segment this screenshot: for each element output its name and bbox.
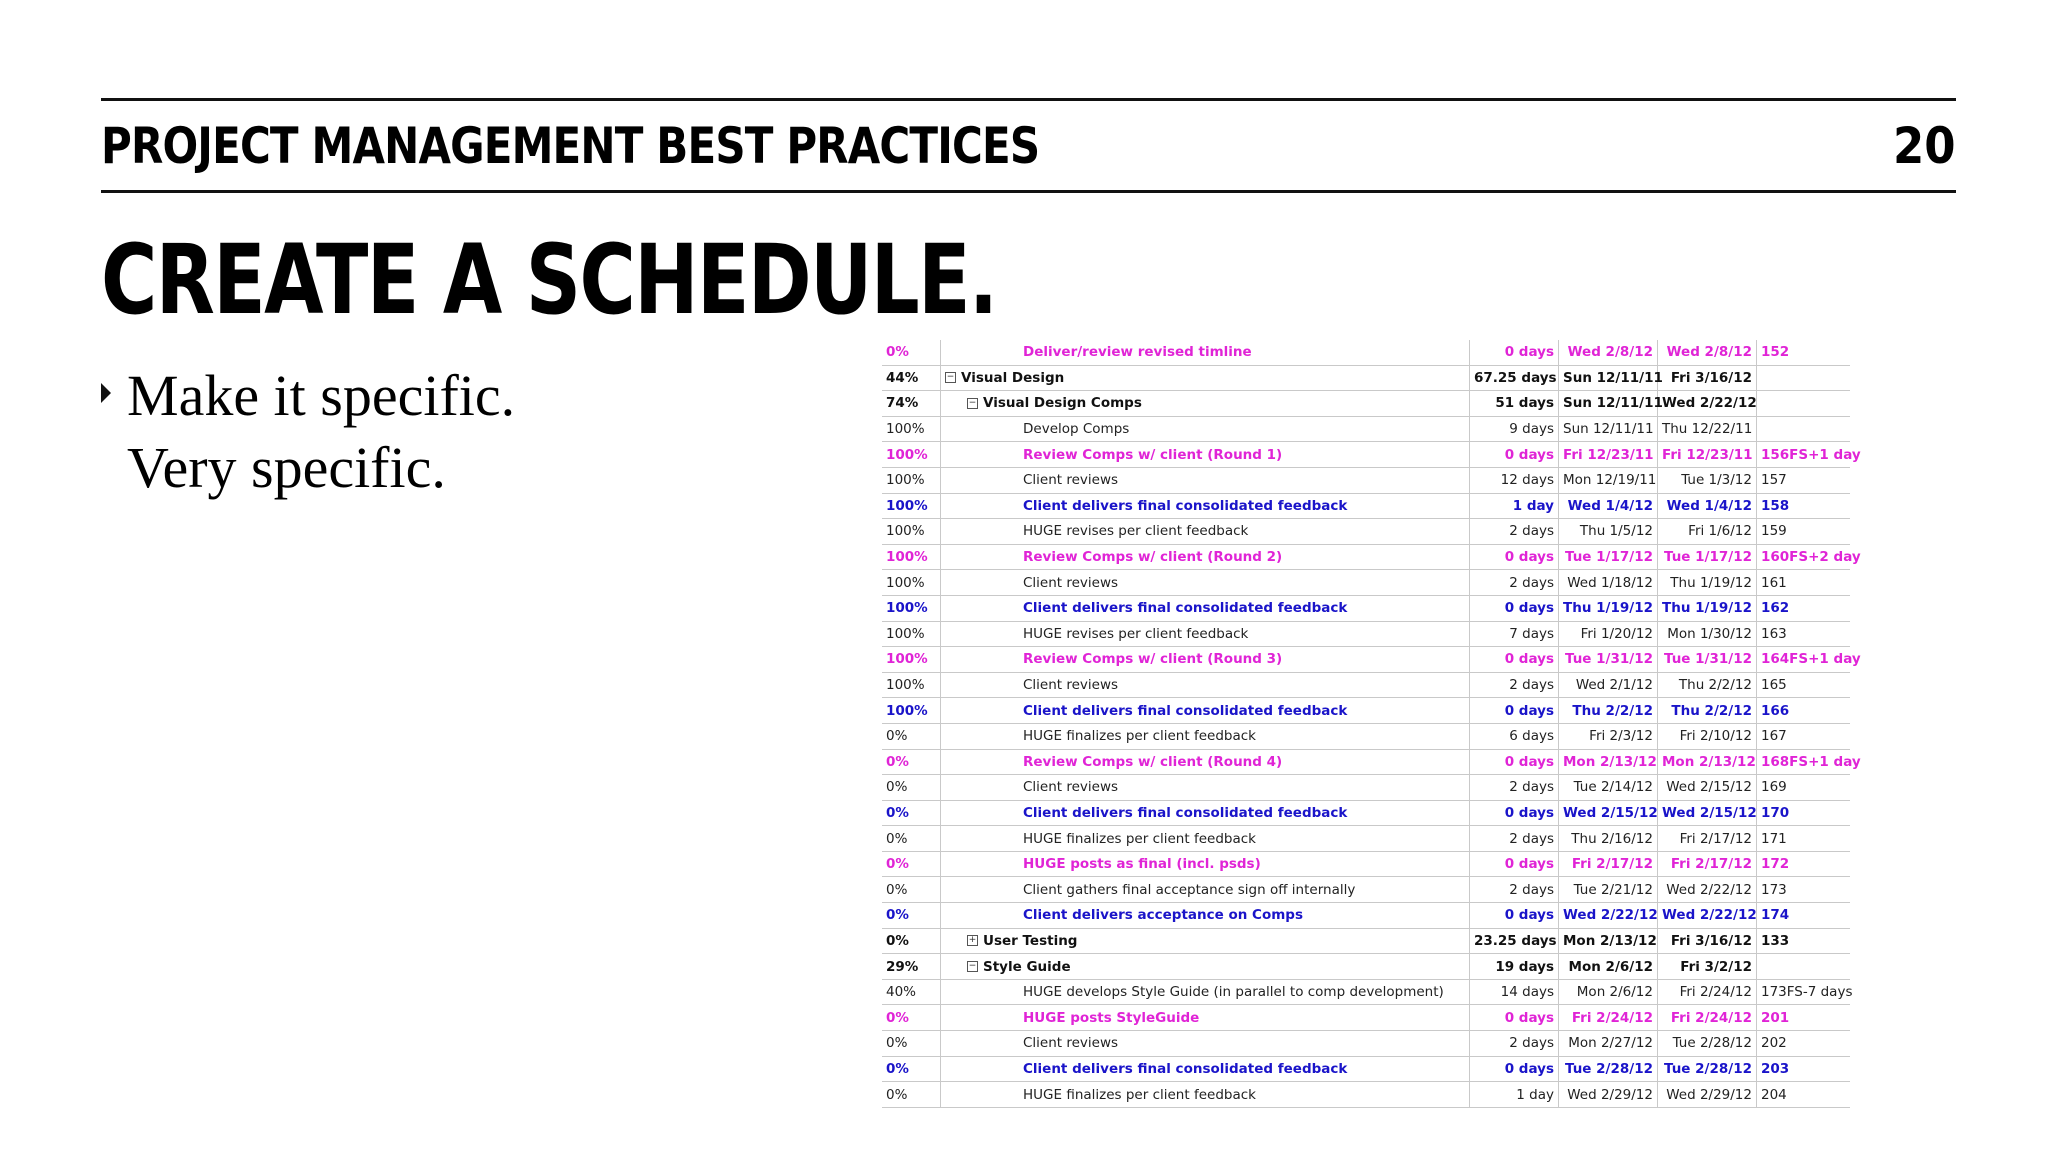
finish-date-cell: Wed 2/22/12 xyxy=(1658,903,1757,929)
percent-complete-cell: 0% xyxy=(882,877,941,903)
finish-date-cell: Fri 2/17/12 xyxy=(1658,851,1757,877)
task-name-cell xyxy=(941,1005,1470,1031)
percent-complete-cell: 0% xyxy=(882,800,941,826)
percent-complete-cell: 74% xyxy=(882,391,941,417)
finish-date-cell: Wed 2/8/12 xyxy=(1658,340,1757,365)
predecessors-cell: 165 xyxy=(1757,672,1851,698)
percent-complete-cell: 100% xyxy=(882,544,941,570)
schedule-table-image xyxy=(882,340,1861,1103)
table-row xyxy=(882,340,1850,365)
percent-complete-cell: 0% xyxy=(882,1005,941,1031)
start-date-cell: Fri 12/23/11 xyxy=(1559,442,1658,468)
finish-date-cell: Thu 1/19/12 xyxy=(1658,595,1757,621)
start-date-cell: Wed 2/29/12 xyxy=(1559,1082,1658,1108)
duration-cell: 0 days xyxy=(1470,595,1559,621)
task-name xyxy=(945,391,1142,415)
start-date-cell: Sun 12/11/11 xyxy=(1559,365,1658,391)
table-row xyxy=(882,467,1850,493)
predecessors-cell: 152 xyxy=(1757,340,1851,365)
percent-complete-cell: 100% xyxy=(882,416,941,442)
task-name xyxy=(945,545,1282,569)
finish-date-cell: Mon 2/13/12 xyxy=(1658,749,1757,775)
task-name-cell xyxy=(941,903,1470,929)
finish-date-cell: Mon 1/30/12 xyxy=(1658,621,1757,647)
duration-cell: 6 days xyxy=(1470,723,1559,749)
task-name-text: Deliver/review revised timline xyxy=(1023,344,1252,361)
task-name-text: Review Comps w/ client (Round 1) xyxy=(1023,446,1283,463)
start-date-cell: Wed 2/1/12 xyxy=(1559,672,1658,698)
start-date-cell: Tue 2/28/12 xyxy=(1559,1056,1658,1082)
start-date-cell: Mon 2/6/12 xyxy=(1559,979,1658,1005)
task-name-cell xyxy=(941,800,1470,826)
duration-cell: 0 days xyxy=(1470,1056,1559,1082)
task-name xyxy=(945,852,1261,876)
duration-cell: 23.25 days xyxy=(1470,928,1559,954)
task-name-cell xyxy=(941,570,1470,596)
start-date-cell: Tue 2/14/12 xyxy=(1559,775,1658,801)
task-name-cell xyxy=(941,954,1470,980)
duration-cell: 67.25 days xyxy=(1470,365,1559,391)
predecessors-cell: 163 xyxy=(1757,621,1851,647)
duration-cell: 51 days xyxy=(1470,391,1559,417)
task-name xyxy=(945,417,1129,441)
duration-cell: 2 days xyxy=(1470,826,1559,852)
task-name-cell xyxy=(941,723,1470,749)
task-name-text: Style Guide xyxy=(983,958,1071,975)
task-name-cell xyxy=(941,442,1470,468)
task-name xyxy=(945,955,1071,979)
task-name-cell xyxy=(941,365,1470,391)
table-row xyxy=(882,672,1850,698)
percent-complete-cell: 44% xyxy=(882,365,941,391)
task-name-cell xyxy=(941,340,1470,365)
start-date-cell: Fri 2/3/12 xyxy=(1559,723,1658,749)
start-date-cell: Thu 2/16/12 xyxy=(1559,826,1658,852)
task-name-text: Client reviews xyxy=(1023,779,1119,796)
predecessors-cell: 174 xyxy=(1757,903,1851,929)
task-name-text: Client delivers final consolidated feedback xyxy=(1023,1060,1348,1077)
percent-complete-cell: 0% xyxy=(882,1031,941,1057)
finish-date-cell: Thu 12/22/11 xyxy=(1658,416,1757,442)
finish-date-cell: Fri 3/2/12 xyxy=(1658,954,1757,980)
predecessors-cell: 203 xyxy=(1757,1056,1851,1082)
bullet-point xyxy=(101,360,801,504)
task-name-text: Client delivers final consolidated feedback xyxy=(1023,804,1348,821)
task-name xyxy=(945,494,1347,518)
predecessors-cell: 166 xyxy=(1757,698,1851,724)
header-title: PROJECT MANAGEMENT BEST PRACTICES xyxy=(101,117,1040,175)
bullet-line-1: Make it specific. xyxy=(127,363,516,428)
collapse-icon xyxy=(945,372,956,383)
task-name-cell xyxy=(941,493,1470,519)
table-row xyxy=(882,723,1850,749)
duration-cell: 9 days xyxy=(1470,416,1559,442)
duration-cell: 0 days xyxy=(1470,647,1559,673)
table-row xyxy=(882,851,1850,877)
predecessors-cell: 133 xyxy=(1757,928,1851,954)
start-date-cell: Wed 1/4/12 xyxy=(1559,493,1658,519)
percent-complete-cell: 40% xyxy=(882,979,941,1005)
task-name xyxy=(945,622,1248,646)
bullet-triangle-icon xyxy=(101,383,111,403)
table-row xyxy=(882,775,1850,801)
task-name-cell xyxy=(941,877,1470,903)
schedule-body xyxy=(882,340,1861,1107)
percent-complete-cell: 0% xyxy=(882,851,941,877)
start-date-cell: Mon 12/19/11 xyxy=(1559,467,1658,493)
table-row xyxy=(882,698,1850,724)
start-date-cell: Thu 1/5/12 xyxy=(1559,519,1658,545)
start-date-cell: Tue 2/21/12 xyxy=(1559,877,1658,903)
predecessors-cell: 172 xyxy=(1757,851,1851,877)
duration-cell: 1 day xyxy=(1470,493,1559,519)
table-row xyxy=(882,519,1850,545)
finish-date-cell: Tue 2/28/12 xyxy=(1658,1056,1757,1082)
percent-complete-cell: 100% xyxy=(882,647,941,673)
duration-cell: 0 days xyxy=(1470,1005,1559,1031)
percent-complete-cell: 0% xyxy=(882,1082,941,1108)
table-row xyxy=(882,1031,1850,1057)
finish-date-cell: Wed 2/22/12 xyxy=(1658,877,1757,903)
duration-cell: 0 days xyxy=(1470,544,1559,570)
duration-cell: 7 days xyxy=(1470,621,1559,647)
start-date-cell: Mon 2/27/12 xyxy=(1559,1031,1658,1057)
finish-date-cell: Tue 1/31/12 xyxy=(1658,647,1757,673)
task-name xyxy=(945,980,1444,1004)
percent-complete-cell: 0% xyxy=(882,826,941,852)
finish-date-cell: Wed 2/15/12 xyxy=(1658,775,1757,801)
duration-cell: 12 days xyxy=(1470,467,1559,493)
percent-complete-cell: 100% xyxy=(882,621,941,647)
predecessors-cell: 159 xyxy=(1757,519,1851,545)
predecessors-cell: 169 xyxy=(1757,775,1851,801)
task-name xyxy=(945,468,1118,492)
percent-complete-cell: 29% xyxy=(882,954,941,980)
task-name-cell xyxy=(941,698,1470,724)
percent-complete-cell: 100% xyxy=(882,467,941,493)
predecessors-cell: 170 xyxy=(1757,800,1851,826)
predecessors-cell: 162 xyxy=(1757,595,1851,621)
percent-complete-cell: 100% xyxy=(882,442,941,468)
task-name-text: Client reviews xyxy=(1023,1035,1119,1052)
predecessors-cell: 204 xyxy=(1757,1082,1851,1108)
finish-date-cell: Fri 3/16/12 xyxy=(1658,928,1757,954)
percent-complete-cell: 0% xyxy=(882,749,941,775)
table-row xyxy=(882,1005,1850,1031)
collapse-icon xyxy=(967,398,978,409)
table-row xyxy=(882,442,1850,468)
predecessors-cell xyxy=(1757,391,1851,417)
task-name-text: Client gathers final acceptance sign off internally xyxy=(1023,881,1356,898)
task-name-cell xyxy=(941,928,1470,954)
predecessors-cell: 164FS+1 day xyxy=(1757,647,1851,673)
percent-complete-cell: 0% xyxy=(882,775,941,801)
task-name xyxy=(945,596,1347,620)
task-name-cell xyxy=(941,467,1470,493)
task-name-cell xyxy=(941,416,1470,442)
table-row xyxy=(882,979,1850,1005)
start-date-cell: Thu 1/19/12 xyxy=(1559,595,1658,621)
finish-date-cell: Tue 1/3/12 xyxy=(1658,467,1757,493)
task-name-text: HUGE revises per client feedback xyxy=(1023,625,1249,642)
duration-cell: 0 days xyxy=(1470,698,1559,724)
duration-cell: 1 day xyxy=(1470,1082,1559,1108)
task-name-cell xyxy=(941,647,1470,673)
task-name-cell xyxy=(941,621,1470,647)
predecessors-cell: 202 xyxy=(1757,1031,1851,1057)
duration-cell: 2 days xyxy=(1470,519,1559,545)
table-row xyxy=(882,1082,1850,1108)
duration-cell: 2 days xyxy=(1470,877,1559,903)
start-date-cell: Fri 2/17/12 xyxy=(1559,851,1658,877)
task-name-cell xyxy=(941,595,1470,621)
task-name-text: HUGE finalizes per client feedback xyxy=(1023,1086,1256,1103)
task-name xyxy=(945,878,1355,902)
finish-date-cell: Wed 2/29/12 xyxy=(1658,1082,1757,1108)
task-name-cell xyxy=(941,672,1470,698)
task-name xyxy=(945,903,1303,927)
predecessors-cell: 158 xyxy=(1757,493,1851,519)
task-name xyxy=(945,929,1077,953)
task-name-cell xyxy=(941,826,1470,852)
task-name-text: Client reviews xyxy=(1023,574,1119,591)
task-name-cell xyxy=(941,749,1470,775)
table-row xyxy=(882,544,1850,570)
predecessors-cell xyxy=(1757,416,1851,442)
duration-cell: 2 days xyxy=(1470,775,1559,801)
predecessors-cell: 157 xyxy=(1757,467,1851,493)
table-row xyxy=(882,877,1850,903)
predecessors-cell: 171 xyxy=(1757,826,1851,852)
duration-cell: 0 days xyxy=(1470,851,1559,877)
start-date-cell: Tue 1/31/12 xyxy=(1559,647,1658,673)
predecessors-cell: 160FS+2 day xyxy=(1757,544,1851,570)
duration-cell: 0 days xyxy=(1470,340,1559,365)
start-date-cell: Mon 2/6/12 xyxy=(1559,954,1658,980)
table-row xyxy=(882,903,1850,929)
schedule-table xyxy=(882,340,1861,1108)
predecessors-cell: 167 xyxy=(1757,723,1851,749)
task-name-text: Client delivers final consolidated feedback xyxy=(1023,702,1348,719)
duration-cell: 14 days xyxy=(1470,979,1559,1005)
task-name-text: HUGE posts as final (incl. psds) xyxy=(1023,856,1261,873)
start-date-cell: Tue 1/17/12 xyxy=(1559,544,1658,570)
task-name xyxy=(945,673,1118,697)
finish-date-cell: Wed 2/15/12 xyxy=(1658,800,1757,826)
percent-complete-cell: 100% xyxy=(882,698,941,724)
predecessors-cell: 168FS+1 day xyxy=(1757,749,1851,775)
duration-cell: 0 days xyxy=(1470,749,1559,775)
duration-cell: 0 days xyxy=(1470,903,1559,929)
finish-date-cell: Wed 1/4/12 xyxy=(1658,493,1757,519)
percent-complete-cell: 100% xyxy=(882,595,941,621)
task-name-text: HUGE revises per client feedback xyxy=(1023,523,1249,540)
finish-date-cell: Thu 2/2/12 xyxy=(1658,698,1757,724)
start-date-cell: Wed 2/15/12 xyxy=(1559,800,1658,826)
predecessors-cell: 161 xyxy=(1757,570,1851,596)
task-name-cell xyxy=(941,519,1470,545)
task-name xyxy=(945,340,1252,364)
page-number: 20 xyxy=(1893,117,1956,175)
duration-cell: 19 days xyxy=(1470,954,1559,980)
task-name-text: Review Comps w/ client (Round 3) xyxy=(1023,651,1283,668)
task-name-cell xyxy=(941,1031,1470,1057)
task-name-cell xyxy=(941,1082,1470,1108)
task-name xyxy=(945,699,1347,723)
task-name-text: Client delivers acceptance on Comps xyxy=(1023,907,1304,924)
percent-complete-cell: 100% xyxy=(882,672,941,698)
task-name xyxy=(945,1057,1347,1081)
task-name-text: Review Comps w/ client (Round 4) xyxy=(1023,753,1283,770)
percent-complete-cell: 0% xyxy=(882,903,941,929)
percent-complete-cell: 100% xyxy=(882,570,941,596)
bullet-line-2: Very specific. xyxy=(127,435,446,500)
task-name-text: Visual Design xyxy=(961,369,1065,386)
task-name xyxy=(945,724,1256,748)
task-name-cell xyxy=(941,391,1470,417)
header-rule xyxy=(101,190,1956,193)
top-rule xyxy=(101,98,1956,101)
slide-title: CREATE A SCHEDULE. xyxy=(101,224,997,336)
task-name-cell xyxy=(941,544,1470,570)
finish-date-cell: Fri 2/24/12 xyxy=(1658,1005,1757,1031)
task-name-text: Client delivers final consolidated feedback xyxy=(1023,600,1348,617)
percent-complete-cell: 0% xyxy=(882,928,941,954)
finish-date-cell: Fri 12/23/11 xyxy=(1658,442,1757,468)
table-row xyxy=(882,595,1850,621)
task-name-cell xyxy=(941,775,1470,801)
finish-date-cell: Fri 3/16/12 xyxy=(1658,365,1757,391)
duration-cell: 2 days xyxy=(1470,672,1559,698)
start-date-cell: Fri 2/24/12 xyxy=(1559,1005,1658,1031)
start-date-cell: Wed 2/22/12 xyxy=(1559,903,1658,929)
table-row xyxy=(882,749,1850,775)
task-name-cell xyxy=(941,1056,1470,1082)
table-row xyxy=(882,570,1850,596)
task-name xyxy=(945,1083,1256,1107)
collapse-icon xyxy=(967,961,978,972)
finish-date-cell: Wed 2/22/12 xyxy=(1658,391,1757,417)
task-name xyxy=(945,750,1282,774)
task-name-text: HUGE finalizes per client feedback xyxy=(1023,830,1256,847)
task-name-text: HUGE develops Style Guide (in parallel to comp development) xyxy=(1023,984,1444,1001)
finish-date-cell: Fri 2/24/12 xyxy=(1658,979,1757,1005)
finish-date-cell: Fri 2/17/12 xyxy=(1658,826,1757,852)
table-row xyxy=(882,416,1850,442)
start-date-cell: Mon 2/13/12 xyxy=(1559,928,1658,954)
duration-cell: 2 days xyxy=(1470,570,1559,596)
start-date-cell: Wed 1/18/12 xyxy=(1559,570,1658,596)
predecessors-cell: 201 xyxy=(1757,1005,1851,1031)
task-name xyxy=(945,443,1282,467)
task-name-text: User Testing xyxy=(983,932,1078,949)
task-name xyxy=(945,801,1347,825)
task-name xyxy=(945,827,1256,851)
table-row xyxy=(882,391,1850,417)
task-name-text: HUGE finalizes per client feedback xyxy=(1023,728,1256,745)
percent-complete-cell: 0% xyxy=(882,340,941,365)
start-date-cell: Sun 12/11/11 xyxy=(1559,391,1658,417)
percent-complete-cell: 0% xyxy=(882,723,941,749)
task-name-text: HUGE posts StyleGuide xyxy=(1023,1009,1200,1026)
table-row xyxy=(882,647,1850,673)
predecessors-cell: 173FS-7 days xyxy=(1757,979,1851,1005)
table-row xyxy=(882,954,1850,980)
finish-date-cell: Thu 1/19/12 xyxy=(1658,570,1757,596)
task-name-text: Visual Design Comps xyxy=(983,395,1142,412)
predecessors-cell xyxy=(1757,954,1851,980)
task-name xyxy=(945,366,1064,390)
predecessors-cell: 173 xyxy=(1757,877,1851,903)
start-date-cell: Fri 1/20/12 xyxy=(1559,621,1658,647)
expand-icon xyxy=(967,935,978,946)
table-row xyxy=(882,800,1850,826)
duration-cell: 0 days xyxy=(1470,800,1559,826)
task-name xyxy=(945,1031,1118,1055)
table-row xyxy=(882,826,1850,852)
task-name-text: Client reviews xyxy=(1023,472,1119,489)
task-name-cell xyxy=(941,979,1470,1005)
percent-complete-cell: 100% xyxy=(882,519,941,545)
task-name-text: Review Comps w/ client (Round 2) xyxy=(1023,549,1283,566)
duration-cell: 2 days xyxy=(1470,1031,1559,1057)
task-name xyxy=(945,519,1248,543)
task-name xyxy=(945,571,1118,595)
task-name xyxy=(945,1006,1199,1030)
task-name xyxy=(945,775,1118,799)
table-row xyxy=(882,928,1850,954)
task-name-text: Develop Comps xyxy=(1023,421,1130,438)
task-name xyxy=(945,647,1282,671)
finish-date-cell: Tue 1/17/12 xyxy=(1658,544,1757,570)
start-date-cell: Thu 2/2/12 xyxy=(1559,698,1658,724)
table-row xyxy=(882,621,1850,647)
task-name-text: Client delivers final consolidated feedback xyxy=(1023,497,1348,514)
table-row xyxy=(882,365,1850,391)
start-date-cell: Wed 2/8/12 xyxy=(1559,340,1658,365)
predecessors-cell: 156FS+1 day xyxy=(1757,442,1851,468)
finish-date-cell: Fri 2/10/12 xyxy=(1658,723,1757,749)
duration-cell: 0 days xyxy=(1470,442,1559,468)
start-date-cell: Sun 12/11/11 xyxy=(1559,416,1658,442)
start-date-cell: Mon 2/13/12 xyxy=(1559,749,1658,775)
finish-date-cell: Thu 2/2/12 xyxy=(1658,672,1757,698)
predecessors-cell xyxy=(1757,365,1851,391)
finish-date-cell: Fri 1/6/12 xyxy=(1658,519,1757,545)
percent-complete-cell: 0% xyxy=(882,1056,941,1082)
task-name-text: Client reviews xyxy=(1023,677,1119,694)
percent-complete-cell: 100% xyxy=(882,493,941,519)
table-row xyxy=(882,1056,1850,1082)
finish-date-cell: Tue 2/28/12 xyxy=(1658,1031,1757,1057)
task-name-cell xyxy=(941,851,1470,877)
table-row xyxy=(882,493,1850,519)
